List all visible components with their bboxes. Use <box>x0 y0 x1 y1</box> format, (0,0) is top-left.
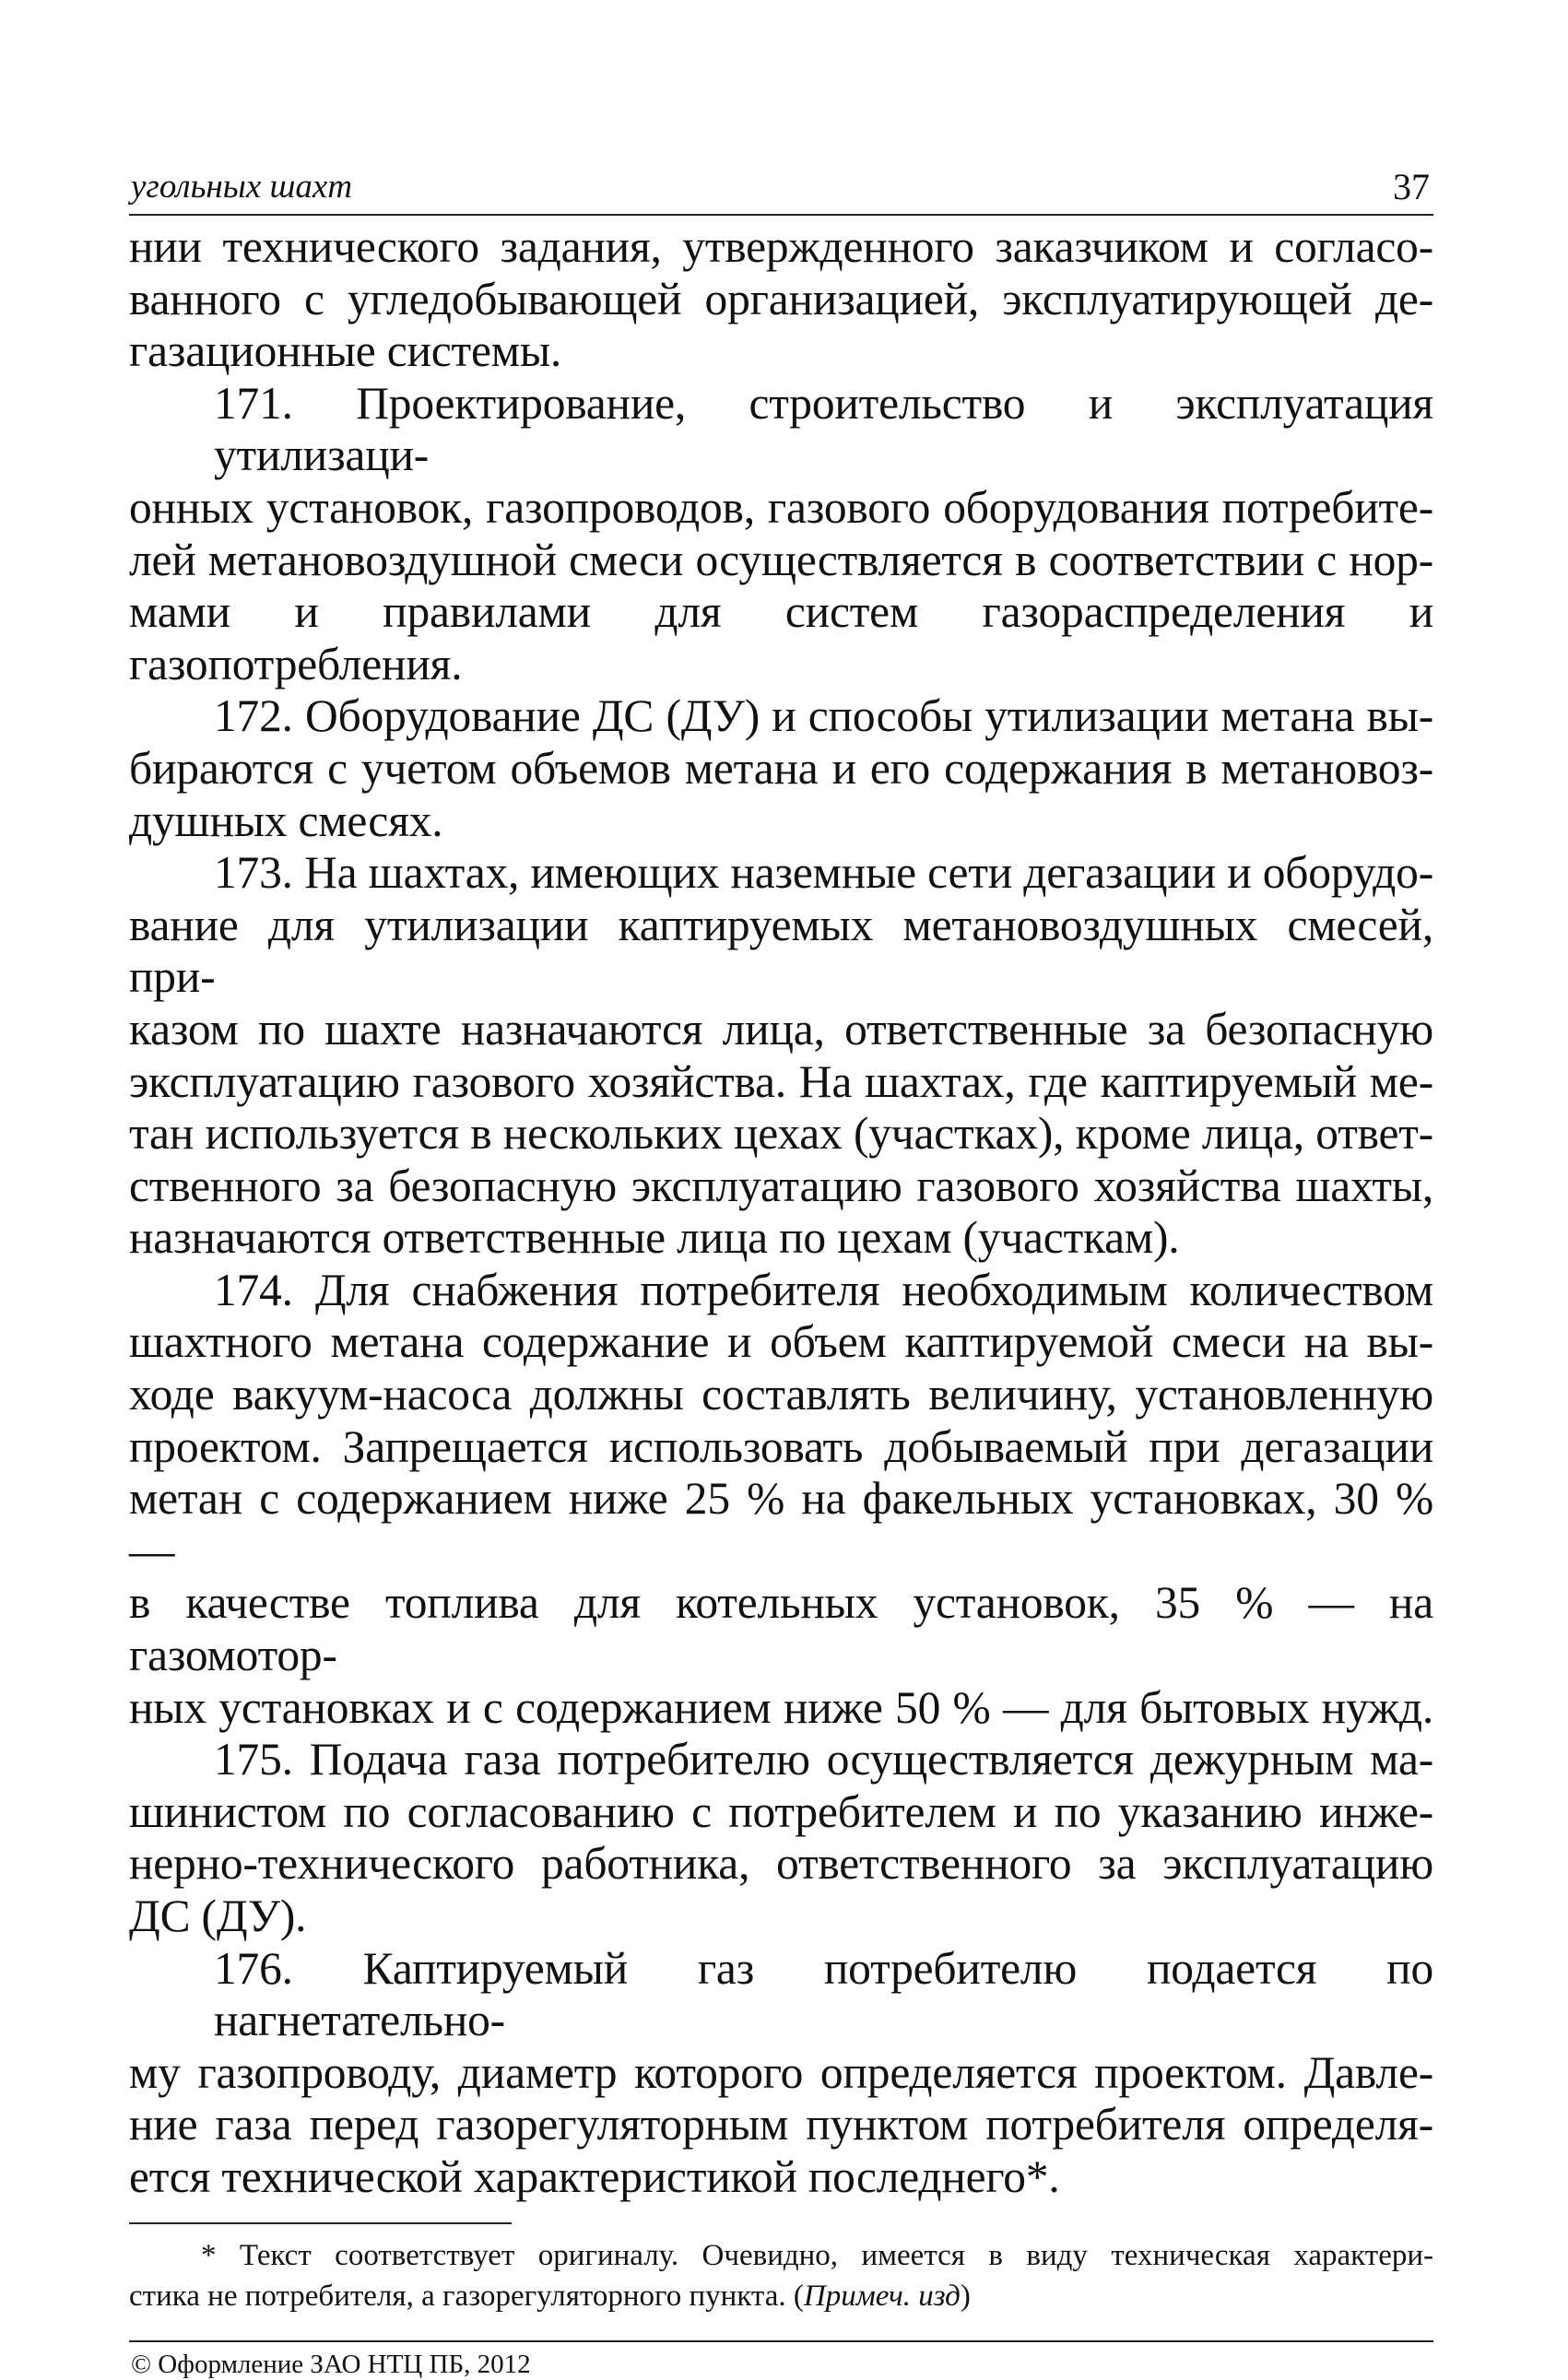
text-line: шахтного метана содержание и объем каптируемой смеси на вы- <box>129 1316 1433 1368</box>
page-number: 37 <box>1393 166 1430 207</box>
text-line: ется технической характеристикой последнего*. <box>129 2150 1060 2202</box>
text-line: газационные системы. <box>129 325 562 377</box>
text-line: в качестве топлива для котельных установок, 35 % — на газомотор- <box>129 1577 1433 1681</box>
paragraph-171 <box>129 378 1433 691</box>
text-line: 173. На шахтах, имеющих наземные сети дегазации и оборудо- <box>214 847 1433 899</box>
text-line: 176. Каптируемый газ потребителю подается по нагнетательно- <box>214 1942 1433 2046</box>
text-line: казом по шахте назначаются лица, ответственные за безопасную <box>129 1003 1433 1055</box>
text-line: назначаются ответственные лица по цехам (участкам). <box>129 1212 1180 1264</box>
text-line: му газопроводу, диаметр которого определяется проектом. Давле- <box>129 2046 1433 2098</box>
text-line: мами и правилами для систем газораспределения и газопотребления. <box>129 586 1433 689</box>
text-line: ных установках и с содержанием ниже 50 % — для бытовых нужд. <box>129 1681 1433 1733</box>
text-line: нерно-технического работника, ответственного за эксплуатацию <box>129 1838 1433 1890</box>
text-line: ДС (ДУ). <box>129 1891 307 1941</box>
paragraph-173 <box>129 847 1433 1265</box>
text-line: 174. Для снабжения потребителя необходимым количеством <box>214 1264 1433 1315</box>
footnote-text: стика не потребителя, а газорегуляторного пункта. ( <box>129 2279 804 2313</box>
text-line: бираются с учетом объемов метана и его содержания в метановоз- <box>129 742 1433 794</box>
body-text <box>129 221 1433 2204</box>
text-line: 175. Подача газа потребителю осуществляется дежурным ма- <box>214 1734 1433 1785</box>
text-line: шинистом по согласованию с потребителем и по указанию инже- <box>129 1785 1433 1837</box>
paragraph-continued <box>129 221 1433 378</box>
footer-divider <box>129 2340 1433 2342</box>
footnote <box>129 2235 1433 2316</box>
text-line: метан с содержанием ниже 25 % на факельных установках, 30 % — <box>129 1473 1433 1576</box>
text-line: вание для утилизации каптируемых метановоздушных смесей, при- <box>129 899 1433 1003</box>
footnote-line: * Текст соответствует оригиналу. Очевидно, имеется в виду техническая характери- <box>201 2238 1433 2272</box>
paragraph-174 <box>129 1265 1433 1734</box>
text-line: 172. Оборудование ДС (ДУ) и способы утилизации метана вы- <box>214 690 1433 742</box>
footnote-divider <box>129 2222 512 2224</box>
footnote-line <box>129 2276 1433 2316</box>
text-line: тан используется в нескольких цехах (участках), кроме лица, ответ- <box>129 1108 1433 1160</box>
document-page <box>129 157 1433 2380</box>
paragraph-175 <box>129 1734 1433 1942</box>
running-title: угольных шахт <box>131 168 353 206</box>
text-line: 171. Проектирование, строительство и эксплуатация утилизаци- <box>214 377 1433 481</box>
text-line: ходе вакуум-насоса должны составлять величину, установленную <box>129 1369 1433 1420</box>
footnote-close: ) <box>960 2279 971 2313</box>
text-line: ственного за безопасную эксплуатацию газового хозяйства шахты, <box>129 1160 1433 1211</box>
paragraph-172 <box>129 690 1433 847</box>
text-line: ванного с угледобывающей организацией, эксплуатирующей де- <box>129 273 1433 324</box>
text-line: ние газа перед газорегуляторным пунктом потребителя определя- <box>129 2099 1433 2150</box>
copyright: © Оформление ЗАО НТЦ ПБ, 2012 <box>131 2349 531 2379</box>
paragraph-176 <box>129 1943 1433 2204</box>
text-line: лей метановоздушной смеси осуществляется в соответствии с нор- <box>129 534 1433 585</box>
editor-note: Примеч. изд <box>803 2279 961 2313</box>
text-line: душных смесях. <box>129 795 443 846</box>
running-header <box>129 157 1433 216</box>
text-line: онных установок, газопроводов, газового оборудования потребите- <box>129 481 1433 533</box>
text-line: проектом. Запрещается использовать добываемый при дегазации <box>129 1420 1433 1472</box>
text-line: эксплуатацию газового хозяйства. На шахтах, где каптируемый ме- <box>129 1055 1433 1107</box>
text-line: нии технического задания, утвержденного заказчиком и согласо- <box>129 221 1433 272</box>
